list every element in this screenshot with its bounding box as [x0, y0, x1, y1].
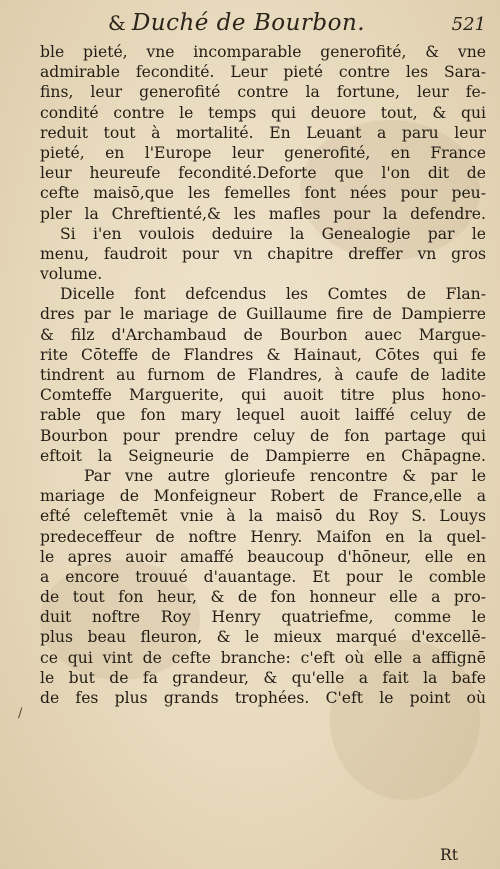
text-line: rite Cōteffe de Flandres & Hainaut, Cōtes qui fe [40, 345, 486, 364]
text-line: duit noftre Roy Henry quatriefme, comme le [40, 608, 486, 627]
catchword: Rt [440, 846, 459, 864]
text-line: cefte maisō,que les femelles font nées pour peu- [40, 184, 486, 203]
text-line: fins, leur generofité contre la fortune, leur fe- [40, 83, 486, 102]
body-text [40, 42, 486, 708]
page-number: 521 [451, 14, 486, 35]
text-line: condité contre le temps qui deuore tout, & qui [40, 103, 486, 122]
text-line: & filz d'Archambaud de Bourbon auec Margue- [40, 325, 486, 344]
text-line: menu, faudroit pour vn chapitre dreffer vn gros [40, 244, 486, 263]
text-line: a encore trouué d'auantage. Et pour le comble [40, 567, 486, 586]
text-line: Bourbon pour prendre celuy de fon partage qui [40, 426, 486, 445]
text-line: Comteffe Marguerite, qui auoit titre plus hono- [40, 386, 486, 405]
text-line: ble pieté, vne incomparable generofité, & vne [40, 43, 486, 61]
text-line: leur heureufe fecondité.Deforte que l'on dit de [40, 164, 486, 183]
text-line: Par vne autre glorieufe rencontre & par le [84, 466, 486, 485]
header-ornament: & [108, 11, 126, 35]
text-line: efté celeftemēt vnie à la maisō du Roy S. Louys [40, 507, 486, 526]
text-line: pler la Chreftienté,& les mafles pour la defendre. [40, 204, 486, 223]
text-line: le apres auoir amaffé beaucoup d'hōneur, elle en [40, 547, 486, 566]
text-line: predeceffeur de noftre Henry. Maifon en la quel- [40, 527, 486, 546]
text-line: admirable fecondité. Leur pieté contre les Sara- [40, 63, 486, 82]
text-line: mariage de Monfeigneur Robert de France,elle a [40, 487, 486, 506]
text-line: ce qui vint de cefte branche: c'eft où elle a affignē [40, 648, 486, 667]
text-line: Si i'en voulois deduire la Genealogie par le [60, 224, 486, 243]
text-line: dres par le mariage de Guillaume fire de Dampierre [40, 305, 486, 324]
text-line: Dicelle font defcendus les Comtes de Flan- [60, 285, 486, 304]
text-line: tindrent au furnom de Flandres, à caufe de ladite [40, 366, 486, 384]
page-header [108, 10, 488, 40]
text-line: plus beau fleuron, & le mieux marqué d'excellē- [40, 628, 486, 647]
text-line: volume. [40, 265, 103, 284]
text-line: de tout fon heur, & de fon honneur elle a pro- [40, 588, 486, 607]
text-line: reduit tout à mortalité. En Leuant a paru leur [40, 123, 486, 142]
text-line: pieté, en l'Europe leur generofité, en France [40, 143, 486, 162]
text-line: rable que fon mary lequel auoit laiffé celuy de [40, 406, 486, 425]
text-line: eftoit la Seigneurie de Dampierre en Chāpagne. [40, 446, 486, 465]
text-line: de fes plus grands trophées. C'eft le point où [40, 689, 486, 707]
text-line: le but de fa grandeur, & qu'elle a fait la bafe [40, 668, 486, 687]
running-title: Duché de Bourbon. [131, 10, 366, 36]
margin-mark: / [18, 706, 23, 721]
